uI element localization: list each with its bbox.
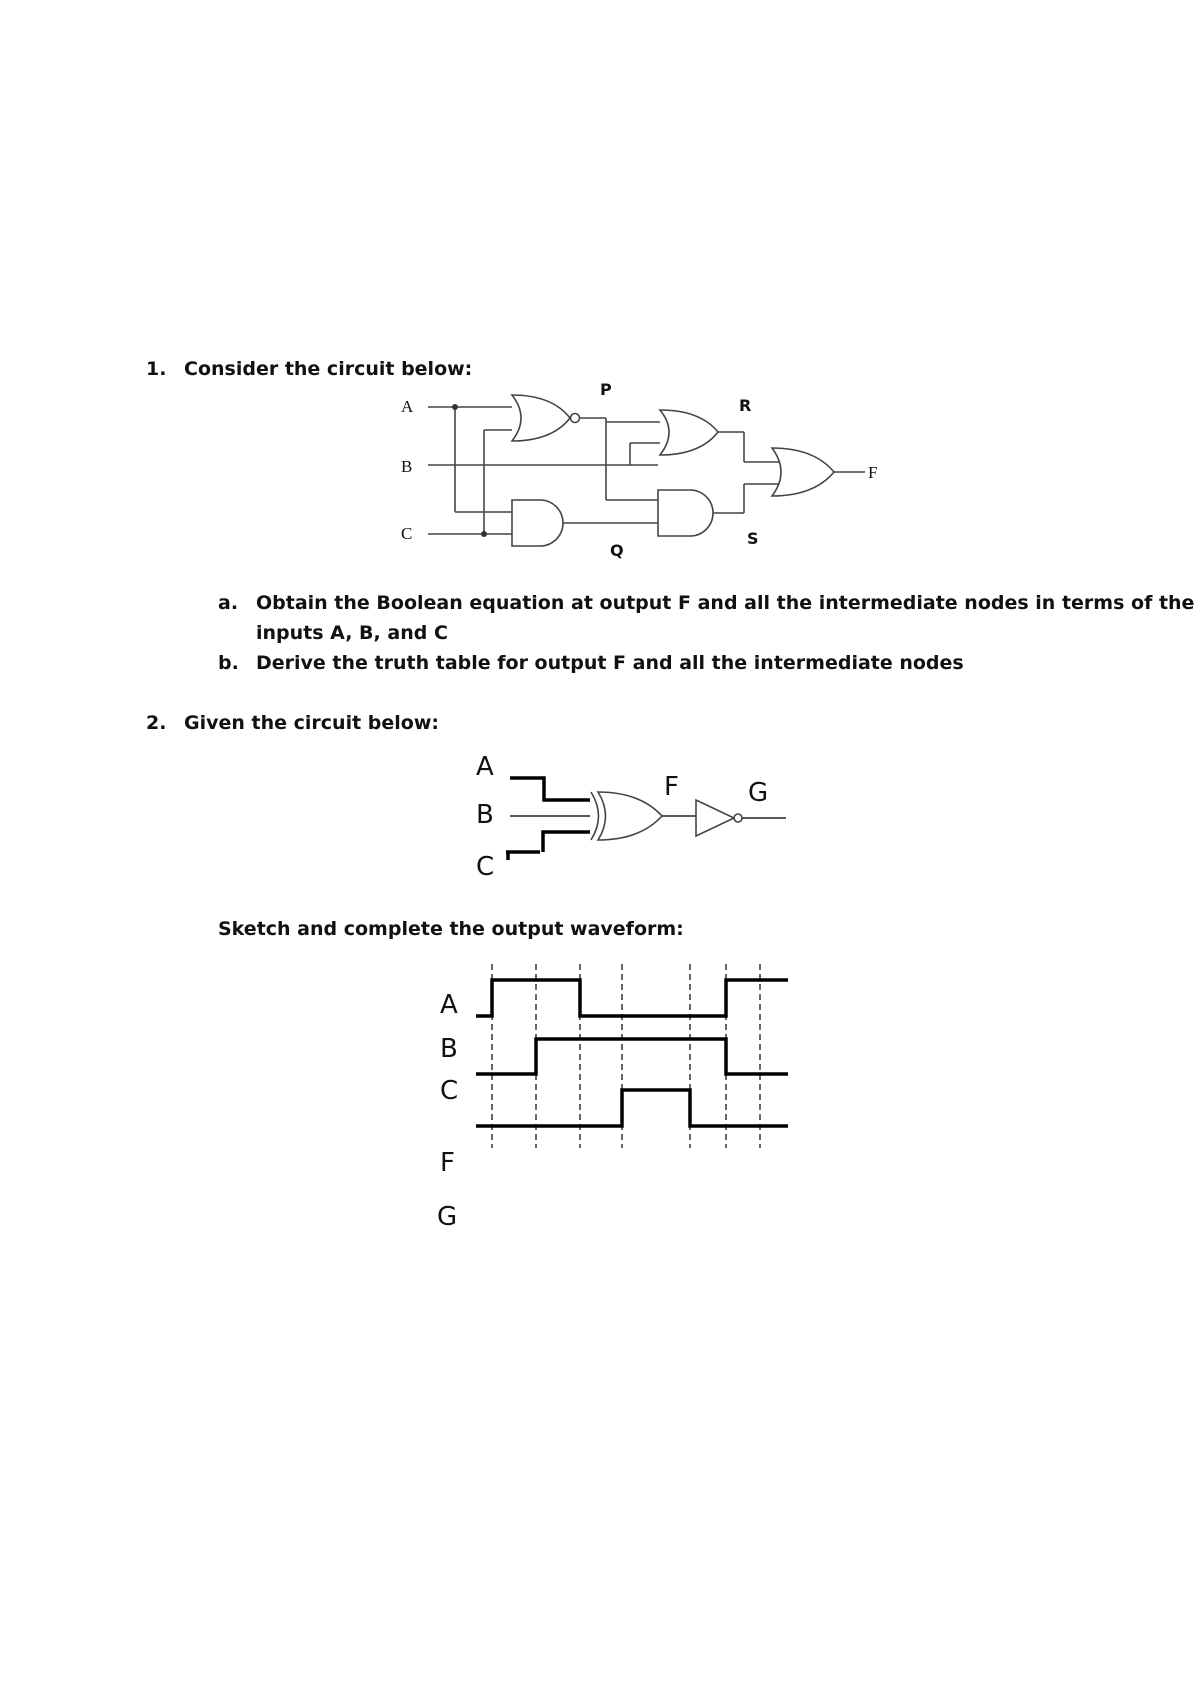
- waveform-prompt: Sketch and complete the output waveform:: [218, 918, 684, 940]
- question-2-number: 2.: [146, 712, 167, 734]
- circuit-2-input-b-label: B: [476, 800, 494, 830]
- circuit-1-output-f-label: F: [868, 463, 878, 482]
- circuit-1-input-b-label: B: [401, 457, 413, 476]
- question-1-part-b-line1: Derive the truth table for output F and all the intermediate nodes: [256, 652, 964, 674]
- circuit-1-input-c-label: C: [401, 524, 413, 543]
- circuit-2-input-c-label: C: [476, 852, 495, 882]
- waveform-c-label: C: [440, 1076, 459, 1106]
- circuit-1-node-p-label: P: [600, 380, 612, 399]
- waveform-f-label: F: [440, 1148, 455, 1178]
- circuit-1-node-s-label: S: [747, 529, 759, 548]
- question-1-part-b-letter: b.: [218, 652, 239, 674]
- question-1-prompt: Consider the circuit below:: [184, 358, 473, 380]
- waveform-b-trace: [476, 1039, 788, 1074]
- question-1-part-a-line1: Obtain the Boolean equation at output F and all the intermediate nodes in terms of the: [256, 592, 1195, 614]
- waveform-c-trace: [476, 1090, 788, 1126]
- waveform-a-label: A: [440, 990, 458, 1020]
- question-2-prompt: Given the circuit below:: [184, 712, 439, 734]
- question-1-part-a-line2: inputs A, B, and C: [256, 622, 448, 644]
- question-1-number: 1.: [146, 358, 167, 380]
- circuit-2-output-g-label: G: [748, 778, 769, 808]
- waveform-g-label: G: [437, 1202, 458, 1232]
- circuit-2-input-a-label: A: [476, 752, 494, 782]
- circuit-1-node-r-label: R: [739, 396, 752, 415]
- question-1-part-a-letter: a.: [218, 592, 239, 614]
- circuit-2-node-f-label: F: [664, 772, 679, 802]
- circuit-1-node-q-label: Q: [610, 541, 624, 560]
- waveform-b-label: B: [440, 1034, 458, 1064]
- waveform-a-trace: [476, 980, 788, 1016]
- circuit-1-input-a-label: A: [401, 397, 414, 416]
